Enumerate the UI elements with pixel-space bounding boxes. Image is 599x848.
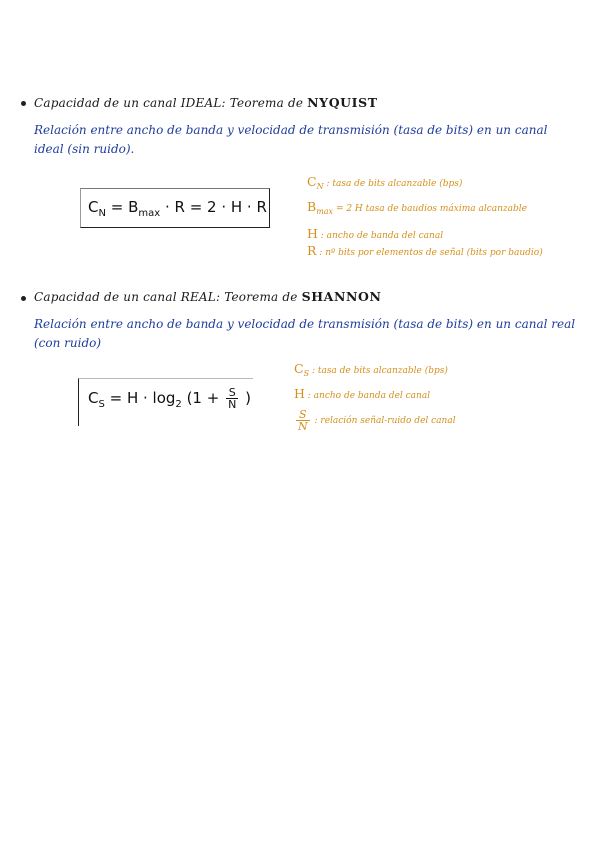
legend-nyquist-h: [307, 226, 443, 241]
legend-nyquist-cn: [307, 174, 462, 191]
heading-nyquist-name: NYQUIST: [307, 95, 378, 110]
legend-nyquist-r: [307, 243, 543, 258]
heading-nyquist-prefix: Capacidad de un canal IDEAL: Teorema de: [34, 96, 304, 110]
formula-nyquist-eq1: = B: [110, 198, 139, 216]
legend-nyquist-h-text: : ancho de banda del canal: [320, 231, 444, 241]
legend-nyquist-h-sym: H: [307, 226, 318, 241]
legend-nyquist-bmax-sym: B: [307, 199, 317, 214]
formula-shannon-lhs: C: [88, 389, 99, 407]
description-shannon: Relación entre ancho de banda y velocidad de transmisión (tasa de bits) en un canal real (con ruido): [34, 317, 576, 350]
heading-nyquist: [34, 95, 378, 110]
legend-nyquist-bmax: [307, 199, 527, 216]
bullet-shannon: [21, 296, 26, 301]
legend-shannon-h-sym: H: [294, 386, 305, 401]
heading-shannon-prefix: Capacidad de un canal REAL: Teorema de: [34, 290, 298, 304]
formula-nyquist-rest: · R = 2 · H · R: [164, 198, 267, 216]
legend-nyquist-bmax-text: = 2 H tasa de baudios máxima alcanzable: [335, 204, 528, 214]
formula-shannon-fraction: [226, 387, 238, 410]
legend-shannon-sn-fraction: [296, 409, 310, 432]
formula-nyquist-b-sub: max: [138, 208, 161, 219]
legend-nyquist-r-sym: R: [307, 243, 317, 258]
formula-shannon: [88, 387, 251, 410]
legend-shannon-cs-text: : tasa de bits alcanzable (bps): [311, 366, 448, 376]
legend-shannon-cs-sub: S: [303, 368, 310, 378]
formula-shannon-lhs-sub: S: [98, 399, 105, 410]
formula-nyquist-lhs: C: [88, 198, 99, 216]
formula-shannon-log-sub: 2: [175, 399, 182, 410]
formula-shannon-mid: = H · log: [109, 389, 176, 407]
legend-nyquist-cn-text: : tasa de bits alcanzable (bps): [326, 179, 463, 189]
bullet-nyquist: [21, 101, 26, 106]
legend-nyquist-cn-sym: C: [307, 174, 317, 189]
legend-nyquist-r-text: : nº bits por elementos de señal (bits por baudio): [319, 248, 543, 258]
formula-shannon-den: N: [228, 398, 237, 411]
formula-shannon-open: (1 +: [186, 389, 220, 407]
legend-nyquist-cn-sub: N: [316, 181, 324, 191]
legend-shannon-cs-sym: C: [294, 361, 304, 376]
formula-shannon-close: ): [245, 389, 251, 407]
legend-shannon-h-text: : ancho de banda del canal: [307, 391, 431, 401]
legend-nyquist-bmax-sub: max: [316, 206, 334, 216]
formula-nyquist: [88, 198, 267, 219]
legend-shannon-sn: [294, 409, 456, 432]
legend-shannon-sn-den: N: [298, 420, 308, 433]
formula-shannon-num: S: [226, 387, 238, 399]
legend-shannon-h: [294, 386, 430, 401]
description-nyquist: Relación entre ancho de banda y velocidad de transmisión (tasa de bits) en un canal ideal (sin ruido).: [34, 123, 548, 156]
legend-shannon-sn-text: : relación señal-ruido del canal: [314, 416, 456, 426]
legend-shannon-sn-num: S: [296, 409, 310, 421]
heading-shannon-name: SHANNON: [301, 289, 382, 304]
heading-shannon: [34, 289, 382, 304]
legend-shannon-cs: [294, 361, 448, 378]
formula-nyquist-lhs-sub: N: [98, 208, 106, 219]
